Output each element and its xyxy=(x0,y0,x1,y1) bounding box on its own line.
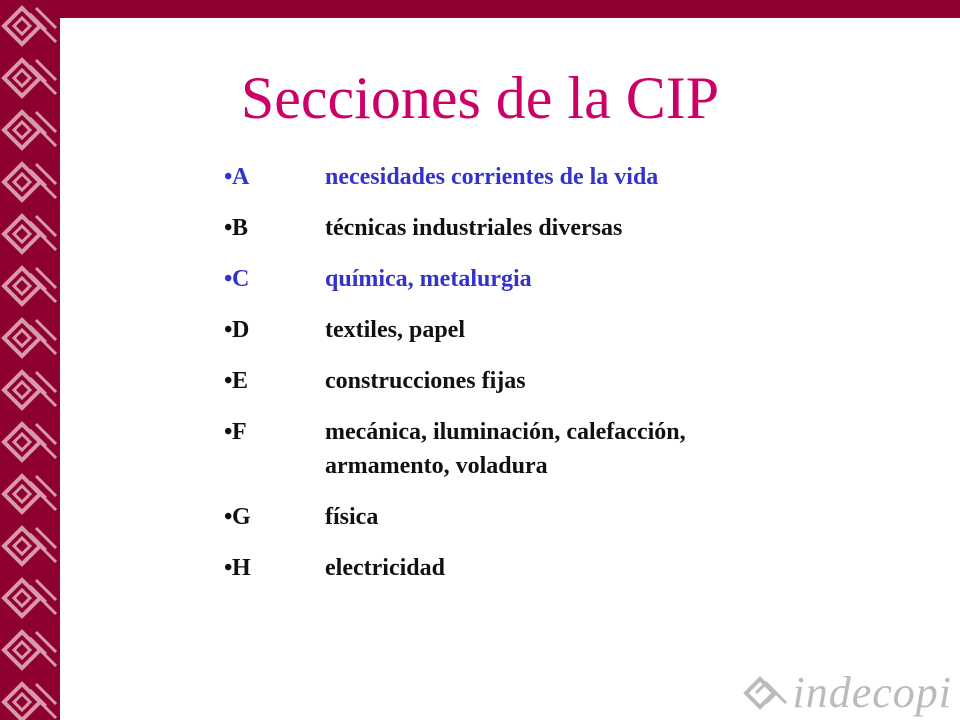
section-letter: F xyxy=(232,419,247,445)
indecopi-mark-icon xyxy=(740,673,792,713)
section-description: textiles, papel xyxy=(325,317,465,343)
section-letter: D xyxy=(232,317,250,343)
section-letter: G xyxy=(232,504,251,530)
bullet: • xyxy=(224,215,233,241)
logo-text: indecopi xyxy=(792,668,952,717)
section-letter: A xyxy=(232,164,250,190)
section-description: física xyxy=(325,504,379,530)
sections-list xyxy=(224,160,704,602)
section-item-a xyxy=(224,160,704,194)
section-description: construcciones fijas xyxy=(325,368,526,394)
section-description: necesidades corrientes de la vida xyxy=(325,164,659,190)
bullet: • xyxy=(224,164,233,190)
section-letter: E xyxy=(232,368,249,394)
section-item-d xyxy=(224,313,704,347)
section-description: electricidad xyxy=(325,555,445,581)
section-item-h xyxy=(224,551,704,585)
section-letter: H xyxy=(232,555,251,581)
bullet: • xyxy=(224,317,233,343)
bullet: • xyxy=(224,555,233,581)
bullet: • xyxy=(224,504,233,530)
section-description: química, metalurgia xyxy=(325,266,532,292)
section-letter: B xyxy=(232,215,249,241)
bullet: • xyxy=(224,368,233,394)
section-item-c xyxy=(224,262,704,296)
section-item-b xyxy=(224,211,704,245)
bullet: • xyxy=(224,419,233,445)
section-description: mecánica, iluminación, calefacción, armamento, voladura xyxy=(325,419,686,479)
indecopi-logo xyxy=(740,667,952,718)
section-letter: C xyxy=(232,266,250,292)
top-band xyxy=(0,0,960,18)
section-description: técnicas industriales diversas xyxy=(325,215,623,241)
bullet: • xyxy=(224,266,233,292)
section-item-g xyxy=(224,500,704,534)
section-item-f xyxy=(224,415,704,483)
page-title: Secciones de la CIP xyxy=(240,65,720,131)
section-item-e xyxy=(224,364,704,398)
